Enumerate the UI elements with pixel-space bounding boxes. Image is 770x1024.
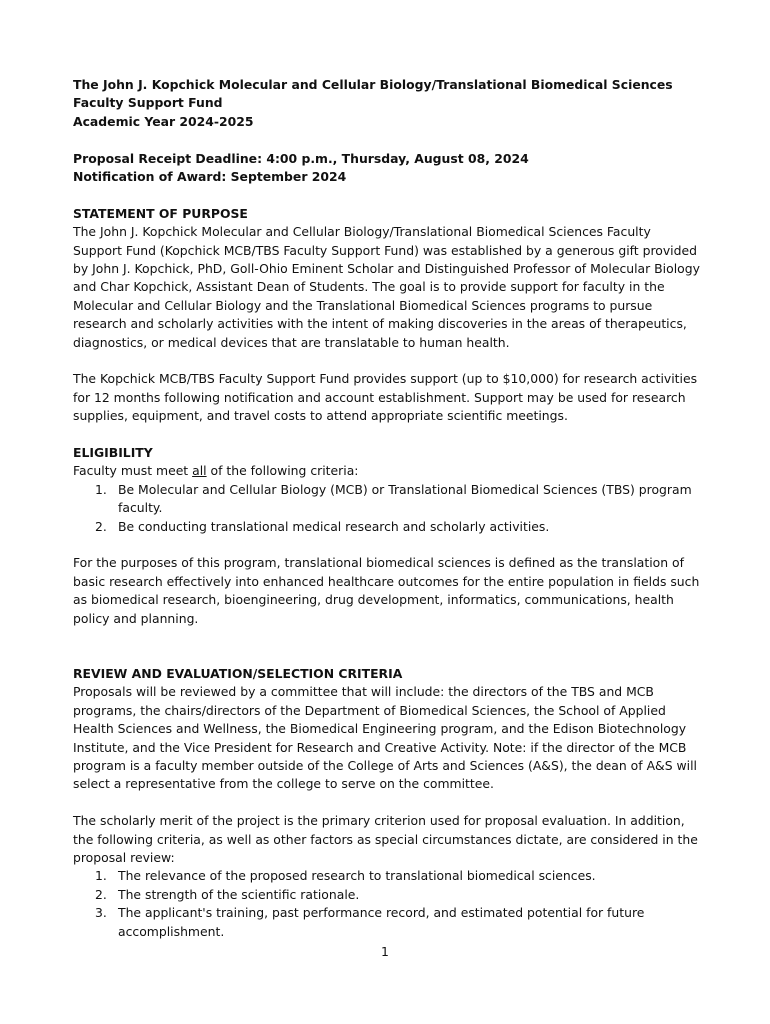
deadline: Proposal Receipt Deadline: 4:00 p.m., Thursday, August 08, 2024 <box>73 150 529 166</box>
list-text: The applicant's training, past performance record, and estimated potential for future accomplishment. <box>118 905 645 939</box>
list-item <box>73 481 703 518</box>
eligibility-heading: ELIGIBILITY <box>73 445 153 461</box>
eligibility-list <box>73 481 703 536</box>
review-paragraph-2: The scholarly merit of the project is the primary criterion used for proposal evaluation. In addition, the following criteria, as well as other factors as special circumstances dictate, are considered in the proposal review: <box>73 813 698 865</box>
eligibility-intro-post: of the following criteria: <box>206 463 359 479</box>
list-item <box>73 904 703 941</box>
title-line-1: The John J. Kopchick Molecular and Cellular Biology/Translational Biomedical Sciences <box>73 77 673 92</box>
list-number: 2. <box>95 886 107 902</box>
notification-date: Notification of Award: September 2024 <box>73 169 347 185</box>
review-criteria-list <box>73 867 703 941</box>
purpose-paragraph-2: The Kopchick MCB/TBS Faculty Support Fund provides support (up to $10,000) for research activities for 12 months following notification and account establishment. Support may be used for research supplies, equipment, and travel costs to attend appropriate scientific meetings. <box>73 371 698 424</box>
eligibility-intro-pre: Faculty must meet <box>73 463 193 479</box>
list-text: The relevance of the proposed research to translational biomedical sciences. <box>118 868 596 884</box>
list-item <box>73 867 703 885</box>
list-number: 1. <box>95 481 107 497</box>
list-number: 1. <box>95 868 107 884</box>
review-paragraph-1: Proposals will be reviewed by a committee that will include: the directors of the TBS and MCB programs, the chairs/directors of the Department of Biomedical Sciences, the School of Applied Health Sciences and Wellness, the Biomedical Engineering program, and the Edison Biotechnology Institute, and the Vice President for Research and Creative Activity. Note: if the director of the MCB program is a faculty member outside of the College of Arts and Sciences (A&S), the dean of A&S will select a representative from the college to serve on the committee. <box>73 684 697 792</box>
list-text: Be Molecular and Cellular Biology (MCB) or Translational Biomedical Sciences (TBS) program faculty. <box>118 481 692 516</box>
purpose-heading: STATEMENT OF PURPOSE <box>73 205 248 221</box>
list-text: The strength of the scientific rationale. <box>118 886 360 902</box>
title-line-3: Academic Year 2024-2025 <box>73 113 254 129</box>
title-line-2: Faculty Support Fund <box>73 95 223 111</box>
eligibility-intro-emphasis: all <box>192 463 207 479</box>
page-number: 1 <box>381 944 389 959</box>
list-number: 3. <box>95 905 107 921</box>
eligibility-intro <box>73 462 703 480</box>
list-item <box>73 518 703 536</box>
list-number: 2. <box>95 518 107 534</box>
purpose-paragraph-1: The John J. Kopchick Molecular and Cellular Biology/Translational Biomedical Sciences Faculty Support Fund (Kopchick MCB/TBS Faculty Support Fund) was established by a generous gift provided by John J. Kopchick, PhD, Goll-Ohio Eminent Scholar and Distinguished Professor of Molecular Biology and Char Kopchick, Assistant Dean of Students. The goal is to provide support for faculty in the Molecular and Cellular Biology and the Translational Biomedical Sciences programs to pursue research and scholarly activities with the intent of making discoveries in the areas of therapeutics, diagnostics, or medical devices that are translatable to human health. <box>73 224 700 350</box>
list-text: Be conducting translational medical research and scholarly activities. <box>118 518 550 534</box>
eligibility-definition: For the purposes of this program, translational biomedical sciences is defined as the translation of basic research effectively into enhanced healthcare outcomes for the entire population in fields such as biomedical research, bioengineering, drug development, informatics, communications, health policy and planning. <box>73 555 700 626</box>
document-body <box>73 76 703 941</box>
list-item <box>73 886 703 904</box>
review-heading: REVIEW AND EVALUATION/SELECTION CRITERIA <box>73 665 403 681</box>
